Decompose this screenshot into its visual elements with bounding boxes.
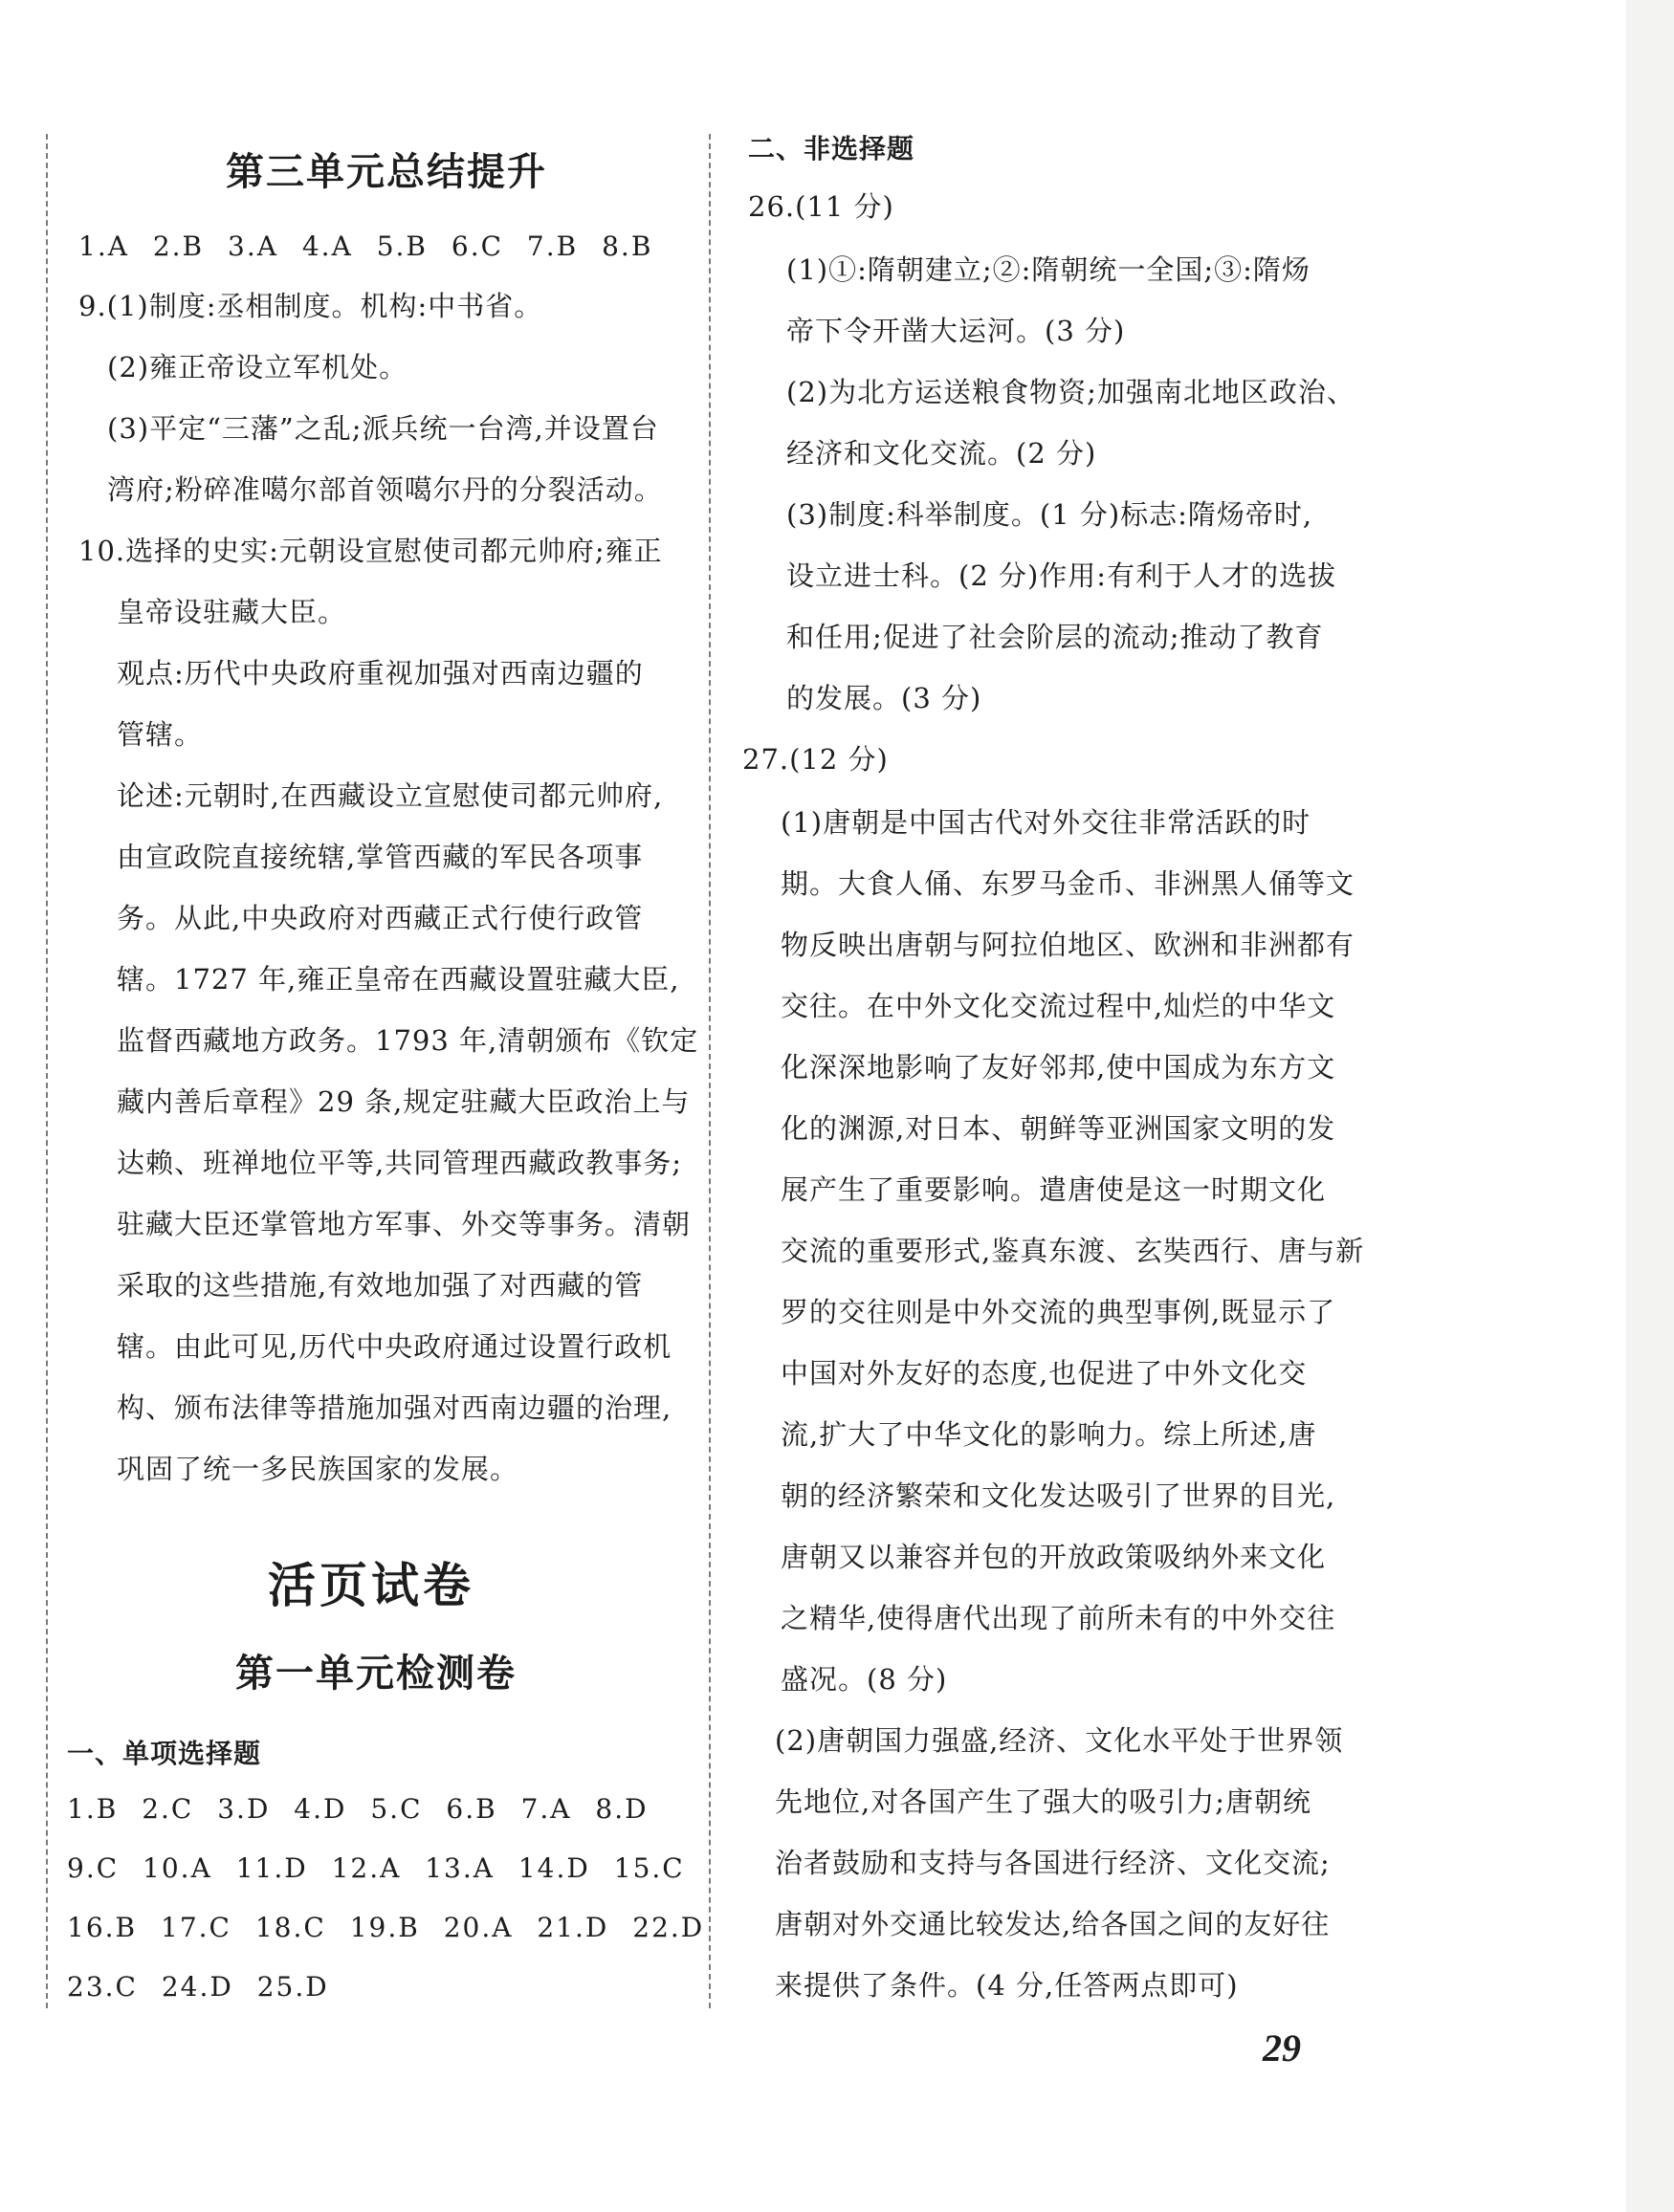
- q27-line-8: 交流的重要形式,鉴真东渡、玄奘西行、唐与新: [781, 1235, 1365, 1267]
- q26-line-2: 帝下令开凿大运河。(3 分): [786, 315, 1126, 347]
- center-column-divider: [709, 134, 711, 2008]
- q26-line-8: 的发展。(3 分): [786, 682, 982, 714]
- unit1-test-title: 第一单元检测卷: [235, 1651, 517, 1696]
- q27-heading: 27.(12 分): [742, 743, 889, 776]
- q27-line-7: 展产生了重要影响。遣唐使是这一时期文化: [781, 1173, 1327, 1206]
- q27-line-18: 治者鼓励和支持与各国进行经济、文化交流;: [775, 1847, 1331, 1879]
- q27-line-1: (1)唐朝是中国古代对外交往非常活跃的时: [781, 806, 1311, 839]
- q27-line-14: 之精华,使得唐代出现了前所未有的中外交往: [781, 1602, 1336, 1634]
- q10-line-5: 论述:元朝时,在西藏设立宣慰使司都元帅府,: [117, 779, 664, 812]
- q10-line-16: 巩固了统一多民族国家的发展。: [117, 1453, 519, 1485]
- q10-line-1: 10.选择的史实:元朝设宣慰使司都元帅府;雍正: [78, 535, 663, 567]
- q27-line-15: 盛况。(8 分): [781, 1663, 948, 1696]
- q27-line-20: 来提供了条件。(4 分,任答两点即可): [775, 1969, 1239, 2002]
- q27-line-10: 中国对外友好的态度,也促进了中外文化交: [781, 1357, 1308, 1390]
- mc-answers-row-1: 1.B 2.C 3.D 4.D 5.C 6.B 7.A 8.D: [67, 1793, 649, 1825]
- page-number: 29: [1263, 2026, 1301, 2070]
- q9-line-2: (2)雍正帝设立军机处。: [107, 351, 408, 383]
- unit3-summary-title: 第三单元总结提升: [226, 149, 547, 194]
- q27-line-6: 化的渊源,对日本、朝鲜等亚洲国家文明的发: [781, 1112, 1336, 1145]
- section-single-choice: 一、单项选择题: [67, 1738, 262, 1769]
- q10-line-13: 采取的这些措施,有效地加强了对西藏的管: [117, 1269, 644, 1302]
- q27-line-17: 先地位,对各国产生了强大的吸引力;唐朝统: [775, 1785, 1311, 1818]
- q9-line-1: 9.(1)制度:丞相制度。机构:中书省。: [78, 290, 543, 322]
- q10-line-2: 皇帝设驻藏大臣。: [117, 596, 347, 628]
- q27-line-4: 交往。在中外文化交流过程中,灿烂的中华文: [781, 990, 1336, 1022]
- q10-line-15: 构、颁布法律等措施加强对西南边疆的治理,: [117, 1391, 672, 1424]
- q27-line-11: 流,扩大了中华文化的影响力。综上所述,唐: [781, 1418, 1317, 1451]
- q9-line-4: 湾府;粉碎准噶尔部首领噶尔丹的分裂活动。: [107, 473, 663, 506]
- q27-line-3: 物反映出唐朝与阿拉伯地区、欧洲和非洲都有: [781, 929, 1355, 961]
- q27-line-12: 朝的经济繁荣和文化发达吸引了世界的目光,: [781, 1479, 1336, 1512]
- q27-line-13: 唐朝又以兼容并包的开放政策吸纳外来文化: [781, 1541, 1327, 1573]
- q10-line-7: 务。从此,中央政府对西藏正式行使行政管: [117, 902, 644, 934]
- q26-line-6: 设立进士科。(2 分)作用:有利于人才的选拔: [786, 559, 1337, 592]
- unit3-choice-answers: 1.A 2.B 3.A 4.A 5.B 6.C 7.B 8.B: [78, 230, 653, 262]
- q27-line-19: 唐朝对外交通比较发达,给各国之间的友好往: [775, 1908, 1331, 1940]
- q10-line-4: 管辖。: [117, 718, 204, 751]
- q10-line-12: 驻藏大臣还掌管地方军事、外交等事务。清朝: [117, 1208, 692, 1240]
- q26-heading: 26.(11 分): [748, 190, 894, 223]
- q10-line-14: 辖。由此可见,历代中央政府通过设置行政机: [117, 1330, 672, 1363]
- loose-leaf-test-title: 活页试卷: [268, 1557, 474, 1613]
- q27-line-9: 罗的交往则是中外交流的典型事例,既显示了: [781, 1296, 1336, 1328]
- q10-line-9: 监督西藏地方政务。1793 年,清朝颁布《钦定: [117, 1024, 699, 1057]
- q10-line-10: 藏内善后章程》29 条,规定驻藏大臣政治上与: [117, 1085, 691, 1118]
- q27-line-2: 期。大食人俑、东罗马金币、非洲黑人俑等文: [781, 867, 1355, 900]
- mc-answers-row-4: 23.C 24.D 25.D: [67, 1971, 329, 2003]
- q27-line-16: (2)唐朝国力强盛,经济、文化水平处于世界领: [775, 1724, 1344, 1757]
- q10-line-8: 辖。1727 年,雍正皇帝在西藏设置驻藏大臣,: [117, 963, 680, 996]
- q27-line-5: 化深深地影响了友好邻邦,使中国成为东方文: [781, 1051, 1336, 1084]
- q26-line-7: 和任用;促进了社会阶层的流动;推动了教育: [786, 621, 1324, 653]
- q26-line-5: (3)制度:科举制度。(1 分)标志:隋炀帝时,: [786, 498, 1313, 531]
- left-margin-divider: [46, 134, 48, 2008]
- mc-answers-row-2: 9.C 10.A 11.D 12.A 13.A 14.D 15.C: [67, 1852, 685, 1884]
- q10-line-11: 达赖、班禅地位平等,共同管理西藏政教事务;: [117, 1147, 682, 1179]
- q9-line-3: (3)平定“三藩”之乱;派兵统一台湾,并设置台: [107, 412, 659, 445]
- q10-line-6: 由宣政院直接统辖,掌管西藏的军民各项事: [117, 841, 644, 873]
- q26-line-3: (2)为北方运送粮食物资;加强南北地区政治、: [786, 376, 1355, 408]
- section-non-choice: 二、非选择题: [748, 133, 915, 164]
- q26-line-4: 经济和文化交流。(2 分): [786, 437, 1097, 470]
- q10-line-3: 观点:历代中央政府重视加强对西南边疆的: [117, 657, 644, 690]
- q26-line-1: (1)①:隋朝建立;②:隋朝统一全国;③:隋炀: [786, 253, 1311, 286]
- mc-answers-row-3: 16.B 17.C 18.C 19.B 20.A 21.D 22.D: [67, 1912, 705, 1943]
